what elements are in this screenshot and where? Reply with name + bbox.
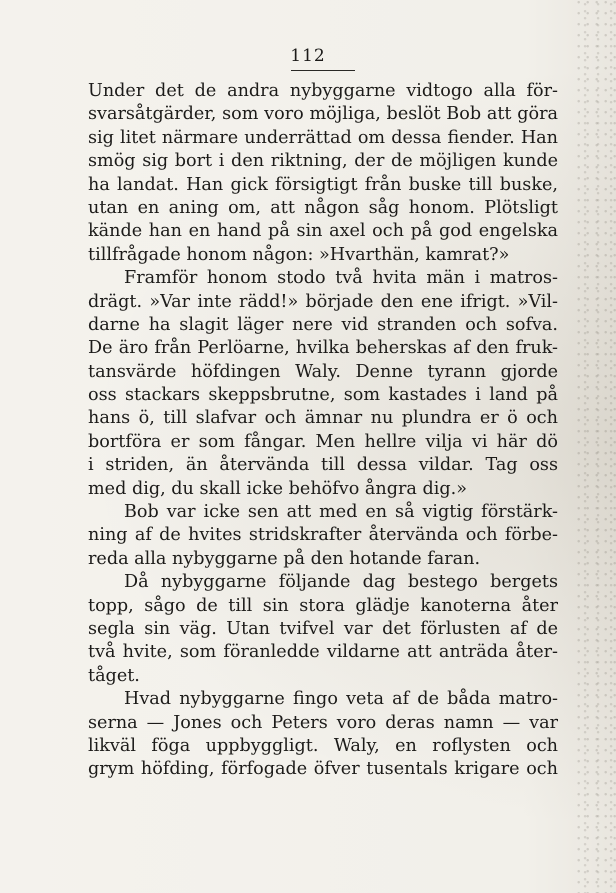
text-line: utan en aning om, att någon såg honom. Plötsligt: [88, 197, 558, 218]
text-line: tåget.: [88, 665, 140, 686]
text-line: hans ö, till slafvar och ämnar nu plundra er ö och: [88, 408, 558, 429]
text-line: Framför honom stodo två hvita män i matros-: [124, 268, 558, 289]
text-line: bortföra er som fångar. Men hellre vilja vi här dö: [88, 431, 558, 452]
body-text: [88, 80, 558, 782]
text-line: sig litet närmare underrättad om dessa fiender. Han: [88, 127, 558, 148]
text-line: serna — Jones och Peters voro deras namn — var: [88, 712, 558, 733]
text-line: tansvärde höfdingen Waly. Denne tyrann gjorde: [88, 361, 558, 382]
text-line: tillfrågade honom någon: »Hvarthän, kamrat?»: [88, 244, 510, 265]
text-line: svarsåtgärder, som voro möjliga, beslöt Bob att göra: [88, 104, 558, 125]
text-line: topp, sågo de till sin stora glädje kanoterna åter: [88, 595, 558, 616]
text-line: med dig, du skall icke behöfvo ångra dig.»: [88, 478, 467, 499]
text-line: ning af de hvites stridskrafter återvända och förbe-: [88, 525, 558, 546]
text-line: Då nybyggarne följande dag bestego bergets: [124, 572, 558, 593]
text-line: likväl föga uppbyggligt. Waly, en roflysten och: [88, 735, 558, 756]
text-line: två hvite, som föranledde vildarne att anträda åter-: [88, 642, 558, 663]
page-number: 112: [290, 46, 326, 66]
text-line: kände han en hand på sin axel och på god engelska: [88, 221, 558, 242]
text-line: Hvad nybyggarne fingo veta af de båda matro-: [124, 689, 558, 710]
text-line: oss stackars skeppsbrutne, som kastades i land på: [88, 385, 558, 406]
text-line: segla sin väg. Utan tvifvel var det förlusten af de: [88, 618, 558, 639]
text-line: smög sig bort i den riktning, der de möjligen kunde: [88, 151, 558, 172]
text-line: drägt. »Var inte rädd!» började den ene ifrigt. »Vil-: [88, 291, 558, 312]
text-line: De äro från Perlöarne, hvilka beherskas af den fruk-: [88, 338, 558, 359]
page-number-rule: [291, 70, 355, 71]
text-line: grym höfding, förfogade öfver tusentals krigare och: [88, 759, 558, 780]
text-line: Under det de andra nybyggarne vidtogo alla för-: [88, 81, 558, 101]
text-line: Bob var icke sen att med en så vigtig förstärk-: [124, 502, 558, 523]
text-line: i striden, än återvända till dessa vildar. Tag oss: [88, 455, 558, 476]
text-line: ha landat. Han gick försigtigt från buske till buske,: [88, 174, 558, 195]
text-line: reda alla nybyggarne på den hotande faran.: [88, 548, 481, 569]
text-line: darne ha slagit läger nere vid stranden och sofva.: [88, 314, 558, 335]
page-edge-shadow: [576, 0, 616, 893]
